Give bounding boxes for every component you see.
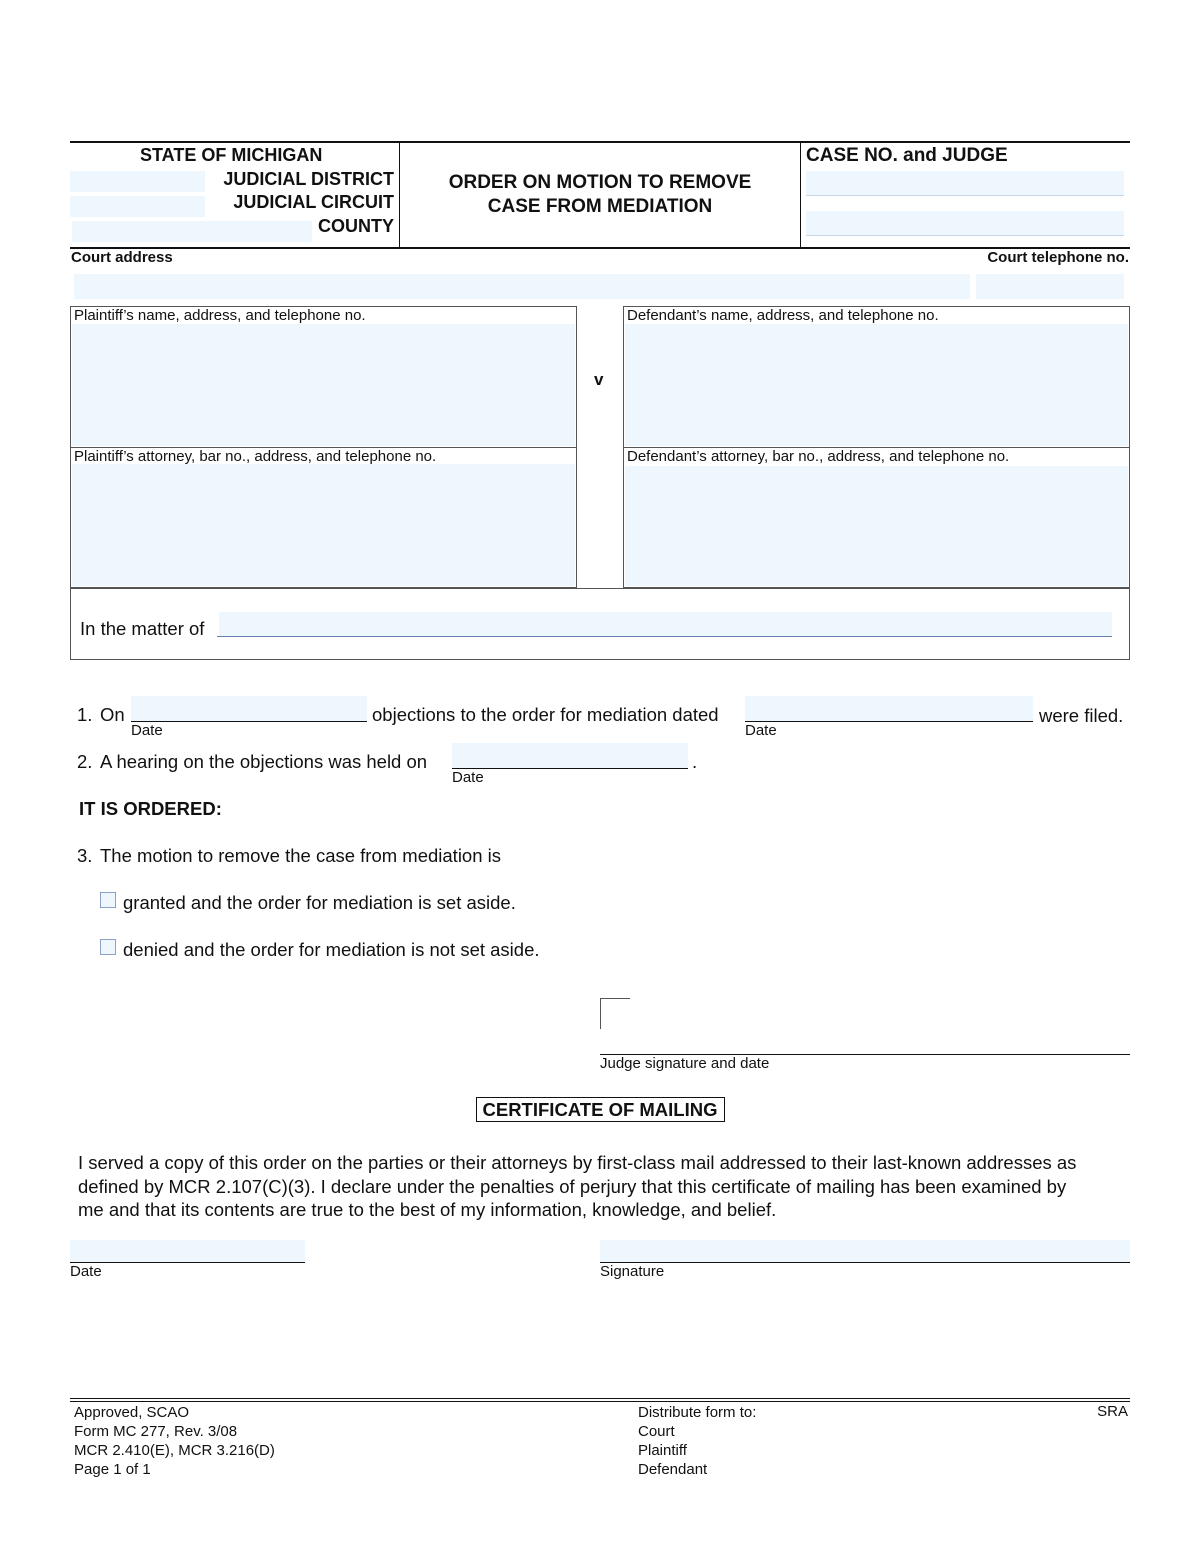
footer-distribute-heading: Distribute form to:	[638, 1404, 757, 1421]
footer-page: Page 1 of 1	[74, 1461, 151, 1478]
granted-option-label: granted and the order for mediation is set aside.	[123, 892, 516, 913]
footer-form-number: Form MC 277, Rev. 3/08	[74, 1423, 238, 1440]
footer-distribution	[638, 1403, 756, 1479]
certificate-date-input[interactable]	[70, 1240, 305, 1262]
granted-checkbox[interactable]	[100, 892, 116, 908]
item1-middle-text: objections to the order for mediation dated	[372, 704, 719, 725]
matter-label: In the matter of	[80, 618, 205, 639]
item2-number: 2.	[77, 751, 93, 772]
hearing-date-input[interactable]	[452, 743, 688, 768]
certificate-title: CERTIFICATE OF MAILING	[476, 1097, 725, 1122]
footer-approved: Approved, SCAO	[74, 1404, 190, 1421]
circuit-input[interactable]	[70, 196, 205, 217]
form-title-line1: ORDER ON MOTION TO REMOVE	[448, 172, 752, 193]
certificate-line-1: I served a copy of this order on the parties or their attorneys by first-class mail addressed to their last-known addresses as	[78, 1152, 1077, 1173]
form-header	[0, 0, 1200, 250]
court-phone-input[interactable]	[976, 274, 1124, 299]
footer-left	[74, 1403, 275, 1479]
defendant-attorney-input[interactable]	[625, 466, 1128, 586]
judge-signature-label: Judge signature and date	[600, 1055, 770, 1072]
mediation-order-date-input[interactable]	[745, 696, 1033, 721]
footer-code: SRA	[1097, 1403, 1128, 1420]
item2-period: .	[692, 751, 698, 772]
certificate-line-2: defined by MCR 2.107(C)(3). I declare under the penalties of perjury that this certificate of mailing has been examined by	[78, 1175, 1067, 1197]
certificate-signature-input[interactable]	[600, 1240, 1130, 1262]
denied-option-label: denied and the order for mediation is not set aside.	[123, 939, 540, 960]
county-label: COUNTY	[318, 216, 394, 236]
mediation-order-date-label: Date	[745, 722, 777, 739]
court-address-input[interactable]	[74, 274, 970, 299]
objection-date-input[interactable]	[131, 696, 367, 721]
judge-signature-area[interactable]	[600, 998, 1130, 1055]
footer-dist-court: Court	[638, 1423, 675, 1440]
defendant-attorney-label: Defendant’s attorney, bar no., address, and telephone no.	[627, 448, 1010, 465]
court-phone-label: Court telephone no.	[987, 249, 1129, 266]
parties-section	[70, 306, 1130, 589]
denied-checkbox[interactable]	[100, 939, 116, 955]
defendant-input[interactable]	[625, 324, 1128, 446]
plaintiff-attorney-label: Plaintiff’s attorney, bar no., address, and telephone no.	[74, 448, 437, 465]
certificate-date-label: Date	[70, 1263, 102, 1280]
form-title	[400, 171, 800, 219]
judge-input[interactable]	[806, 211, 1124, 235]
footer-dist-plaintiff: Plaintiff	[638, 1442, 687, 1459]
district-label: JUDICIAL DISTRICT	[223, 169, 394, 189]
case-no-label: CASE NO. and JUDGE	[806, 145, 1008, 166]
district-input[interactable]	[70, 171, 205, 192]
item3-text: The motion to remove the case from mediation is	[100, 845, 502, 866]
signature-corner-mark	[600, 998, 630, 1029]
plaintiff-input[interactable]	[72, 324, 575, 446]
matter-input[interactable]	[219, 612, 1112, 636]
county-input[interactable]	[72, 221, 312, 242]
footer-mcr: MCR 2.410(E), MCR 3.216(D)	[74, 1442, 275, 1459]
case-number-input[interactable]	[806, 171, 1124, 195]
plaintiff-label: Plaintiff’s name, address, and telephone no.	[74, 307, 366, 324]
item1-number: 1.	[77, 704, 93, 725]
item3-number: 3.	[77, 845, 93, 866]
footer-dist-defendant: Defendant	[638, 1461, 708, 1478]
plaintiff-attorney-input[interactable]	[72, 464, 575, 586]
circuit-label: JUDICIAL CIRCUIT	[233, 192, 394, 212]
certificate-line-3: me and that its contents are true to the best of my information, knowledge, and belief.	[78, 1199, 777, 1220]
item1-on: On	[100, 704, 125, 725]
state-label: STATE OF MICHIGAN	[140, 145, 323, 165]
objection-date-label: Date	[131, 722, 163, 739]
defendant-label: Defendant’s name, address, and telephone no.	[627, 307, 939, 324]
item1-end-text: were filed.	[1039, 705, 1124, 726]
item2-text: A hearing on the objections was held on	[100, 751, 428, 772]
certificate-title-wrap	[0, 1099, 1200, 1121]
court-address-label: Court address	[71, 249, 173, 266]
certificate-text	[78, 1151, 1138, 1222]
versus-label: v	[594, 370, 604, 389]
form-title-line2: CASE FROM MEDIATION	[487, 196, 713, 217]
hearing-date-label: Date	[452, 769, 484, 786]
certificate-signature-label: Signature	[600, 1263, 665, 1280]
it-is-ordered-heading: IT IS ORDERED:	[79, 798, 222, 819]
